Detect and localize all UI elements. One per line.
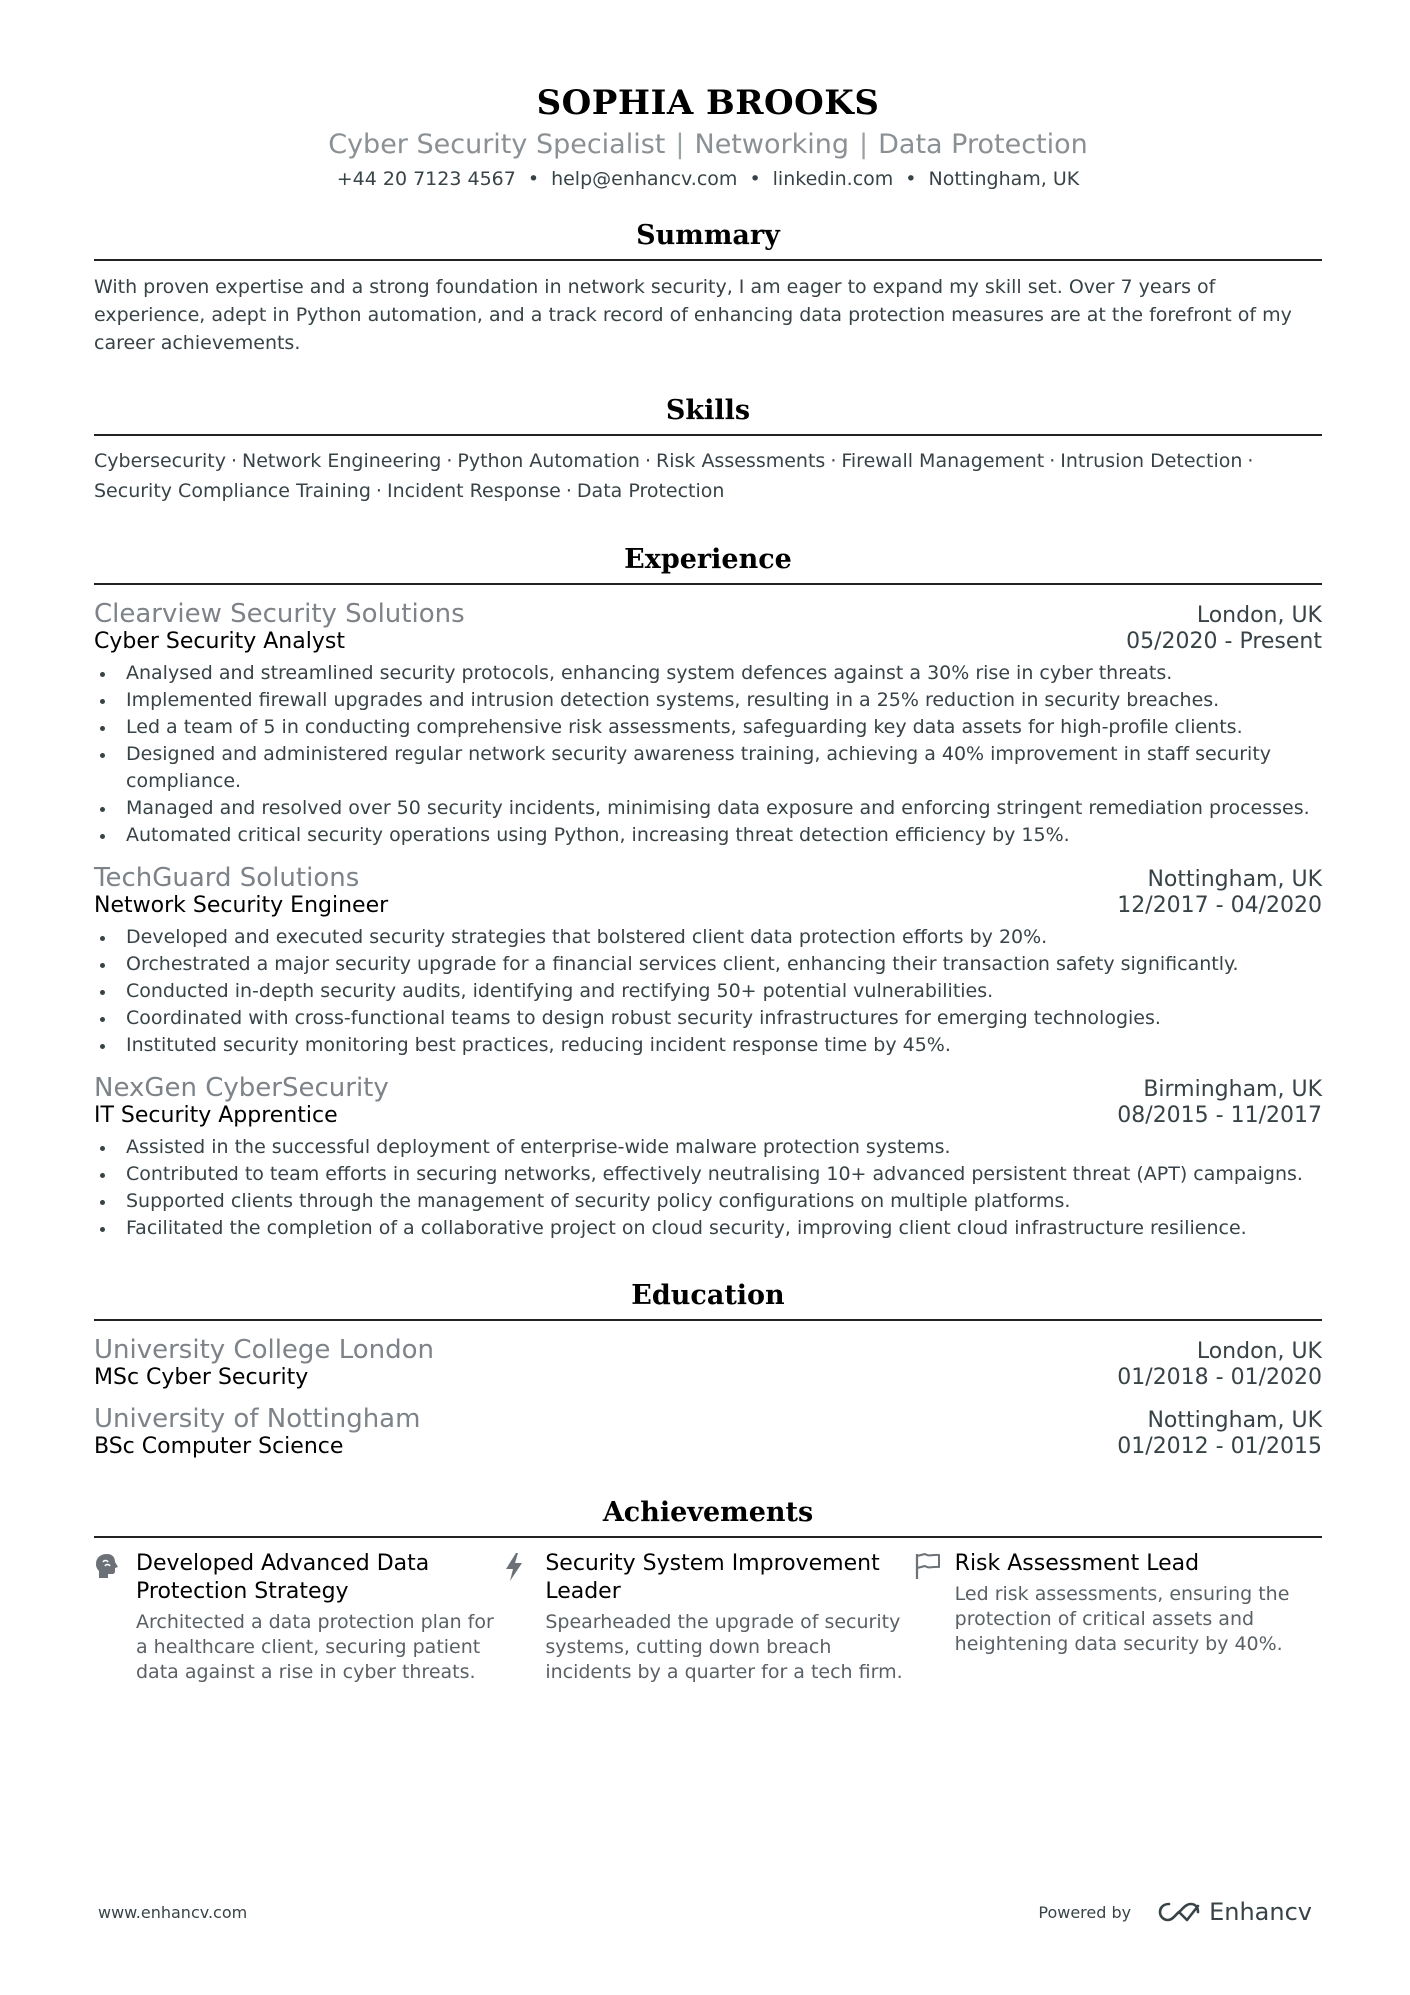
brand-name: Enhancv [1209,1898,1312,1926]
skills-section [94,395,1322,506]
entry-dates: 05/2020 - Present [1126,629,1322,654]
bullet-item: Assisted in the successful deployment of enterprise-wide malware protection systems. [126,1134,1322,1161]
contact-separator: • [905,168,917,190]
summary-section [94,220,1322,357]
bullet-item: Designed and administered regular network security awareness training, achieving a 40% improvement in staff security compliance. [126,741,1322,795]
tagline [94,128,1322,162]
tagline-separator: | [859,129,869,160]
experience-entry [94,863,1322,1059]
achievements-grid [94,1550,1322,1685]
footer-url[interactable]: www.enhancv.com [98,1902,248,1922]
experience-entry [94,599,1322,849]
enhancv-logo[interactable] [1157,1898,1312,1926]
education-entry [94,1335,1322,1390]
entry-dates: 01/2018 - 01/2020 [1117,1365,1322,1390]
job-title: IT Security Apprentice [94,1103,338,1128]
bullet-item: Supported clients through the management of security policy configurations on multiple platforms. [126,1188,1322,1215]
resume-header [94,82,1322,190]
bullet-list [94,660,1322,849]
entry-dates: 01/2012 - 01/2015 [1117,1434,1322,1459]
entry-location: London, UK [1196,1339,1322,1364]
degree: BSc Computer Science [94,1434,344,1459]
experience-section [94,544,1322,1242]
tagline-item: Data Protection [878,129,1088,160]
bullet-item: Instituted security monitoring best practices, reducing incident response time by 45%. [126,1032,1322,1059]
achievement-item [503,1550,912,1685]
education-section [94,1280,1322,1459]
enhancv-logo-icon [1157,1900,1201,1924]
skill-item: Data Protection [576,480,725,502]
entry-location: London, UK [1196,603,1322,628]
experience-entry [94,1073,1322,1242]
entry-location: Nottingham, UK [1147,867,1322,892]
skill-item: Intrusion Detection [1060,450,1243,472]
contact-separator: • [749,168,761,190]
bullet-item: Led a team of 5 in conducting comprehensive risk assessments, safeguarding key data assets for high-profile clients. [126,714,1322,741]
bullet-item: Implemented firewall upgrades and intrusion detection systems, resulting in a 25% reduction in security breaches. [126,687,1322,714]
entry-location: Nottingham, UK [1147,1408,1322,1433]
job-title: Network Security Engineer [94,893,389,918]
powered-by-label: Powered by [1038,1902,1132,1922]
contact-phone: +44 20 7123 4567 [336,168,516,190]
skills-list: Cybersecurity · Network Engineering · Python Automation · Risk Assessments · Firewall Management · Intrusion Detection · Security Compliance Training · Incident Response · Data Protection [94,450,1254,502]
section-title-achievements: Achievements [94,1497,1322,1538]
skill-item: Network Engineering [241,450,442,472]
bullet-list [94,1134,1322,1242]
tagline-item: Networking [694,129,849,160]
contact-info [94,168,1322,190]
contact-linkedin[interactable]: linkedin.com [772,168,894,190]
achievement-title: Developed Advanced Data Protection Strategy [136,1551,430,1604]
skill-item: Incident Response [386,480,561,502]
achievement-item [94,1550,503,1685]
skill-item: Python Automation [457,450,640,472]
achievement-title: Risk Assessment Lead [954,1551,1200,1576]
company-name: TechGuard Solutions [94,863,360,893]
achievement-description: Led risk assessments, ensuring the protection of critical assets and heightening data security by 40%. [954,1583,1290,1655]
degree: MSc Cyber Security [94,1365,309,1390]
section-title-summary: Summary [94,220,1322,261]
school-name: University College London [94,1335,434,1365]
contact-location: Nottingham, UK [928,168,1080,190]
section-title-skills: Skills [94,395,1322,436]
section-title-education: Education [94,1280,1322,1321]
bullet-item: Analysed and streamlined security protocols, enhancing system defences against a 30% rise in cyber threats. [126,660,1322,687]
section-title-experience: Experience [94,544,1322,585]
achievement-item [913,1550,1322,1685]
job-title: Cyber Security Analyst [94,629,345,654]
skill-item: Cybersecurity [94,450,226,472]
achievement-description: Architected a data protection plan for a healthcare client, securing patient data against a rise in cyber threats. [136,1611,494,1683]
entry-dates: 12/2017 - 04/2020 [1117,893,1322,918]
skill-item: Firewall Management [841,450,1045,472]
company-name: Clearview Security Solutions [94,599,465,629]
lightning-icon [503,1550,545,1685]
achievements-section [94,1497,1322,1685]
summary-text: With proven expertise and a strong foundation in network security, I am eager to expand my skill set. Over 7 years of experience, adept in Python automation, and a track record of enhancing data protection measures are at the forefront of my career achievements. [94,276,1292,354]
flag-icon [913,1550,955,1685]
company-name: NexGen CyberSecurity [94,1073,389,1103]
entry-location: Birmingham, UK [1143,1077,1322,1102]
bullet-item: Automated critical security operations using Python, increasing threat detection efficiency by 15%. [126,822,1322,849]
bullet-item: Facilitated the completion of a collaborative project on cloud security, improving client cloud infrastructure resilience. [126,1215,1322,1242]
achievement-title: Security System Improvement Leader [545,1551,880,1604]
footer-branding [1038,1898,1312,1926]
tagline-separator: | [675,129,685,160]
tagline-item: Cyber Security Specialist [328,129,666,160]
education-entry [94,1404,1322,1459]
contact-separator: • [527,168,540,190]
bullet-item: Conducted in-depth security audits, identifying and rectifying 50+ potential vulnerabilities. [126,978,1322,1005]
bullet-item: Coordinated with cross-functional teams to design robust security infrastructures for emerging technologies. [126,1005,1322,1032]
school-name: University of Nottingham [94,1404,421,1434]
bullet-item: Orchestrated a major security upgrade for a financial services client, enhancing their transaction safety significantly. [126,951,1322,978]
brain-icon [94,1550,136,1685]
entry-dates: 08/2015 - 11/2017 [1117,1103,1322,1128]
contact-email[interactable]: help@enhancv.com [551,168,738,190]
footer [98,1898,1312,1926]
resume-content [94,82,1322,1685]
skill-item: Security Compliance Training [94,480,371,502]
bullet-item: Managed and resolved over 50 security incidents, minimising data exposure and enforcing stringent remediation processes. [126,795,1322,822]
bullet-item: Developed and executed security strategies that bolstered client data protection efforts by 20%. [126,924,1322,951]
bullet-item: Contributed to team efforts in securing networks, effectively neutralising 10+ advanced persistent threat (APT) campaigns. [126,1161,1322,1188]
candidate-name: SOPHIA BROOKS [536,83,880,123]
achievement-description: Spearheaded the upgrade of security systems, cutting down breach incidents by a quarter for a tech firm. [545,1611,903,1683]
skill-item: Risk Assessments [656,450,826,472]
bullet-list [94,924,1322,1059]
